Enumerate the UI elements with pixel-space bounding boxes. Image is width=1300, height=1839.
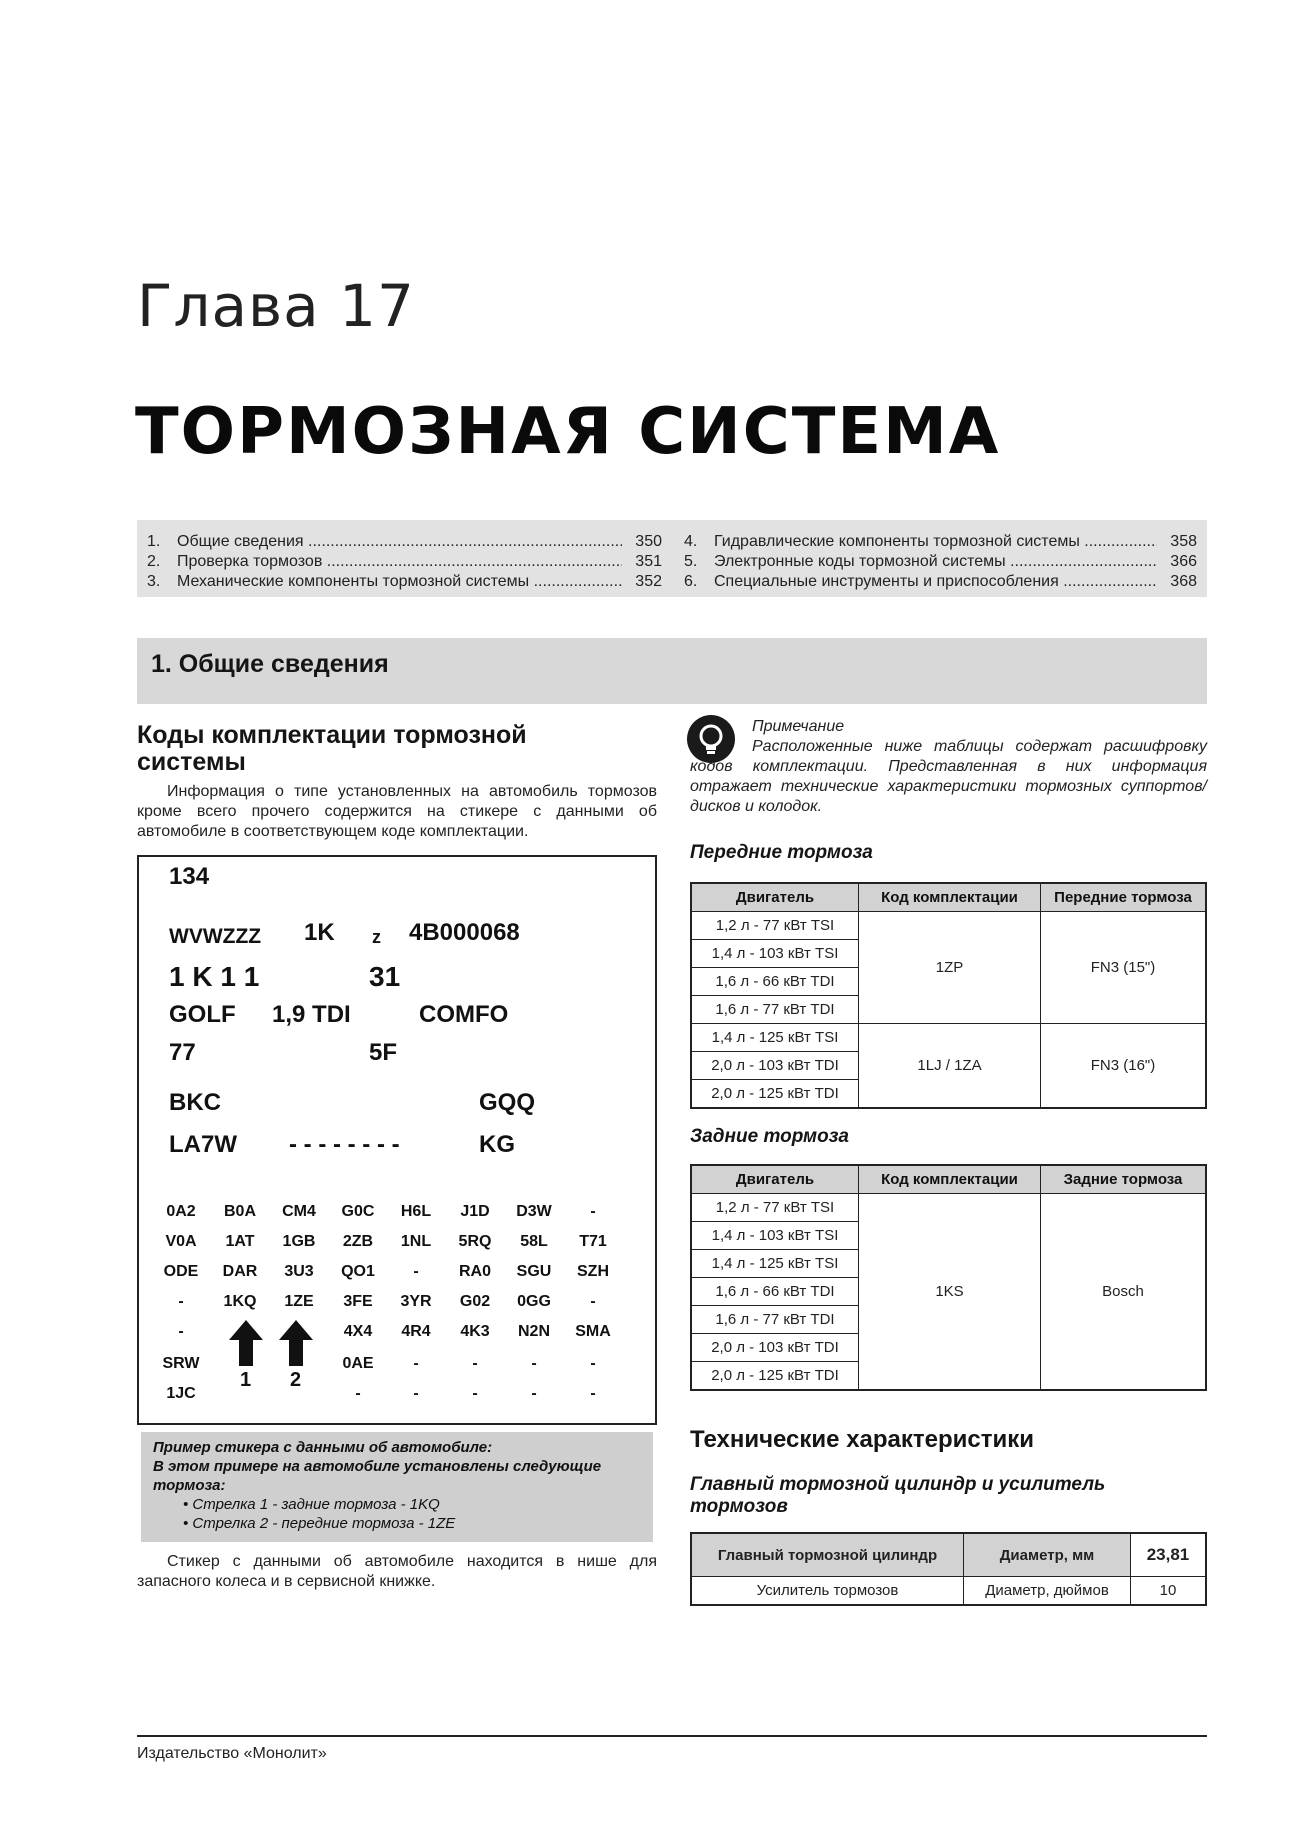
sticker-code: 1JC — [166, 1385, 196, 1402]
sticker-caption — [141, 1432, 653, 1542]
sticker-code: 3YR — [400, 1293, 432, 1310]
sticker-z: z — [372, 927, 381, 947]
sticker-code: 1ZE — [284, 1293, 314, 1310]
sticker-code: - — [590, 1385, 596, 1402]
sticker-code: 58L — [520, 1233, 548, 1250]
sticker-code: SMA — [575, 1323, 611, 1340]
intro-paragraph: Информация о типе установленных на автомобиль тормозов кроме всего прочего содержится на стикере с данными об автомобиле в соответствующем коде комплектации. — [137, 783, 657, 840]
sticker-gqq: GQQ — [479, 1089, 536, 1116]
sticker-golf: GOLF — [169, 1001, 236, 1028]
sticker-code: CM4 — [282, 1203, 316, 1220]
sticker-code: 1GB — [282, 1233, 316, 1250]
sticker-code: 0GG — [517, 1293, 551, 1310]
sticker-code: - — [413, 1355, 419, 1372]
toc-item[interactable]: 1. Общие сведения ..... 350 — [147, 532, 662, 552]
table-row: 1,2 л - 77 кВт TSI 1ZP FN3 (15") — [691, 912, 1206, 940]
sticker-code: 4R4 — [401, 1323, 431, 1340]
front-brakes-table — [690, 882, 1207, 1109]
table-row: Усилитель тормозов Диаметр, дюймов 10 — [691, 1577, 1206, 1606]
sticker-model-code: 1K — [304, 919, 335, 946]
sticker-code: 0A2 — [166, 1203, 196, 1220]
sticker-code: 1KQ — [223, 1293, 257, 1310]
sticker-code: B0A — [223, 1203, 256, 1220]
table-row: 1,6 л - 77 кВт TDI — [691, 1306, 1206, 1334]
sticker-code: - — [413, 1263, 419, 1280]
sticker-kg: KG — [479, 1131, 515, 1158]
table-row: 1,6 л - 66 кВт TDI — [691, 1278, 1206, 1306]
th-front-brakes: Передние тормоза — [1041, 883, 1207, 912]
chapter-label: Глава 17 — [137, 272, 415, 340]
rear-brakes-heading: Задние тормоза — [690, 1126, 849, 1147]
table-row: 2,0 л - 125 кВт TDI — [691, 1080, 1206, 1109]
toc-item[interactable]: 2. Проверка тормозов ..... 351 — [147, 552, 662, 572]
front-brakes-heading: Передние тормоза — [690, 842, 873, 863]
sticker-vin: 4B000068 — [409, 919, 520, 946]
chapter-title: ТОРМОЗНАЯ СИСТЕМА — [135, 395, 1001, 469]
sticker-code: 3FE — [343, 1293, 373, 1310]
sticker-code: H6L — [400, 1203, 432, 1220]
sticker-code: T71 — [579, 1233, 607, 1250]
sticker-31: 31 — [369, 961, 401, 992]
toc-item[interactable]: 5. Электронные коды тормозной системы ..... 366 — [684, 552, 1197, 572]
sticker-code: 0AE — [342, 1355, 374, 1372]
table-row: 1,6 л - 66 кВт TDI — [691, 968, 1206, 996]
sticker-code: QO1 — [341, 1263, 375, 1280]
sticker-code: - — [531, 1355, 537, 1372]
publisher-footer: Издательство «Монолит» — [137, 1745, 327, 1762]
table-row: 2,0 л - 103 кВт TDI — [691, 1052, 1206, 1080]
toc-left-column — [147, 532, 662, 592]
master-cylinder-table — [690, 1532, 1207, 1606]
th-code: Код комплектации — [859, 1165, 1041, 1194]
sticker-code: N2N — [517, 1323, 550, 1340]
arrow-1-icon — [229, 1320, 263, 1371]
sticker-code: 4K3 — [460, 1323, 490, 1340]
table-row: 1,4 л - 125 кВт TSI 1LJ / 1ZA FN3 (16") — [691, 1024, 1206, 1052]
table-row: 1,4 л - 103 кВт TSI — [691, 940, 1206, 968]
arrow-1-label: 1 — [240, 1369, 252, 1391]
caption-bullet2: • Стрелка 2 - передние тормоза - 1ZE — [183, 1515, 456, 1532]
sticker-number: 134 — [169, 863, 210, 890]
sticker-code: 1NL — [400, 1233, 432, 1250]
sticker-code: 4X4 — [343, 1323, 373, 1340]
caption-bullet1: • Стрелка 1 - задние тормоза - 1KQ — [183, 1496, 440, 1513]
sticker-code: D3W — [516, 1203, 552, 1220]
footer-divider — [137, 1735, 1207, 1737]
sticker-code: G0C — [341, 1203, 375, 1220]
table-row: 2,0 л - 103 кВт TDI — [691, 1334, 1206, 1362]
sticker-code: - — [531, 1385, 537, 1402]
vehicle-sticker — [137, 855, 657, 1425]
table-row: 1,6 л - 77 кВт TDI — [691, 996, 1206, 1024]
tech-subheading: Главный тормозной цилиндр и усилитель тормозов — [690, 1474, 1106, 1517]
sticker-code: 1AT — [225, 1233, 255, 1250]
section-header — [137, 638, 1207, 704]
sticker-engine: 1,9 TDI — [272, 1001, 351, 1028]
toc-item[interactable]: 6. Специальные инструменты и приспособления ..... 368 — [684, 572, 1197, 592]
caption-line2: В этом примере на автомобиле установлены следующие тормоза: — [153, 1458, 602, 1494]
toc-item[interactable]: 4. Гидравлические компоненты тормозной системы ..... 358 — [684, 532, 1197, 552]
sticker-code: - — [178, 1323, 184, 1340]
sticker-wmi: WVWZZZ — [169, 925, 262, 948]
caption-line1: Пример стикера с данными об автомобиле: — [153, 1439, 493, 1456]
sticker-type: 1 K 1 1 — [169, 961, 260, 992]
sticker-code: - — [355, 1385, 361, 1402]
table-of-contents — [137, 520, 1207, 597]
sticker-code: 5RQ — [458, 1233, 492, 1250]
sticker-code: SGU — [516, 1263, 552, 1280]
sticker-code: SRW — [162, 1355, 200, 1372]
sticker-la7w: LA7W — [169, 1131, 237, 1158]
sticker-code: - — [178, 1293, 184, 1310]
rear-brakes-table — [690, 1164, 1207, 1391]
sticker-code: 2ZB — [342, 1233, 374, 1250]
table-row: 1,4 л - 103 кВт TSI — [691, 1222, 1206, 1250]
sticker-dashes: - - - - - - - - — [289, 1131, 400, 1158]
sticker-code: - — [590, 1293, 596, 1310]
toc-item[interactable]: 3. Механические компоненты тормозной системы ..... 352 — [147, 572, 662, 592]
th-rear-brakes: Задние тормоза — [1041, 1165, 1207, 1194]
th-engine: Двигатель — [691, 1165, 859, 1194]
table-row: Главный тормозной цилиндр Диаметр, мм 23,81 — [691, 1533, 1206, 1577]
note-text: Расположенные ниже таблицы содержат расшифровку кодов комплектации. Представленная в них информация отражает технические характеристики тормозных суппортов/дисков и колодок. — [690, 738, 1207, 815]
sticker-code: DAR — [222, 1263, 258, 1280]
sticker-5f: 5F — [369, 1039, 398, 1066]
toc-right-column — [684, 532, 1197, 592]
sticker-code: J1D — [460, 1203, 490, 1220]
sticker-code: G02 — [459, 1293, 491, 1310]
codes-heading: Коды комплектации тормозной системы — [137, 721, 527, 776]
sticker-code: - — [590, 1355, 596, 1372]
sticker-code: - — [590, 1203, 596, 1220]
sticker-code: - — [472, 1385, 478, 1402]
sticker-location-paragraph: Стикер с данными об автомобиле находится в нише для запасного колеса и в сервисной книжке. — [137, 1553, 657, 1590]
table-row: 1,2 л - 77 кВт TSI 1KS Bosch — [691, 1194, 1206, 1222]
section-title: 1. Общие сведения — [151, 650, 389, 678]
sticker-77: 77 — [169, 1039, 196, 1066]
tech-heading: Технические характеристики — [690, 1426, 1035, 1453]
table-row: 2,0 л - 125 кВт TDI — [691, 1362, 1206, 1391]
arrow-2-label: 2 — [290, 1369, 302, 1391]
sticker-comfo: COMFO — [419, 1001, 509, 1028]
th-code: Код комплектации — [859, 883, 1041, 912]
sticker-code: - — [472, 1355, 478, 1372]
sticker-code: RA0 — [458, 1263, 491, 1280]
sticker-code: V0A — [165, 1233, 197, 1250]
note-title: Примечание — [752, 718, 845, 735]
sticker-code: 3U3 — [284, 1263, 314, 1280]
th-engine: Двигатель — [691, 883, 859, 912]
sticker-code: - — [413, 1385, 419, 1402]
sticker-code: SZH — [577, 1263, 609, 1280]
table-row: 1,4 л - 125 кВт TSI — [691, 1250, 1206, 1278]
sticker-bkc: BKC — [169, 1089, 221, 1116]
arrow-2-icon — [279, 1320, 313, 1371]
sticker-code: ODE — [163, 1263, 199, 1280]
